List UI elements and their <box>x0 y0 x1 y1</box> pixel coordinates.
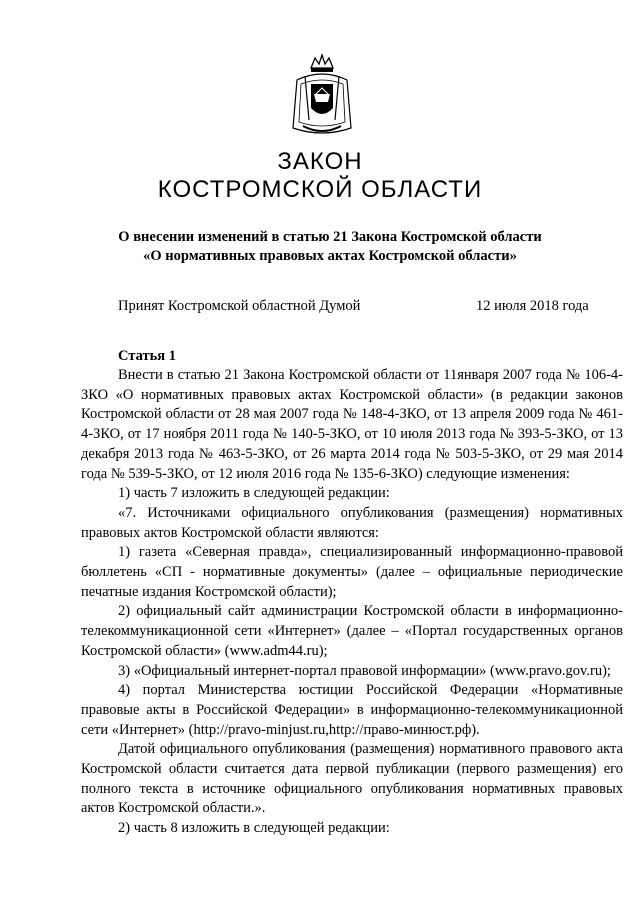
paragraph-item-3: 3) «Официальный интернет-портал правовой информации» (www.pravo.gov.ru); <box>118 662 611 679</box>
paragraph-intro: Внести в статью 21 Закона Костромской области от 11января 2007 года № 106-4-ЗКО «О нормативных правовых актах Костромской области» (в редакции законов Костромской области от 28 мая 2007 года № 148-4-ЗКО, от 13 апреля 2009 года № 461-4-ЗКО, от 17 ноября 2011 года № 140-5-ЗКО, от 10 июля 2013 года № 393-5-ЗКО, от 13 декабря 2013 года № 463-5-ЗКО, от 26 марта 2014 года № 503-5-ЗКО, от 29 мая 2014 года № 539-5-ЗКО, от 12 июля 2016 года № 135-6-ЗКО) следующие изменения: <box>81 367 623 482</box>
document-title: ЗАКОН <box>277 148 363 175</box>
adopted-by: Принят Костромской областной Думой <box>118 298 361 314</box>
article-title: Статья 1 <box>118 348 176 364</box>
subtitle-line-2: «О нормативных правовых актах Костромской области» <box>143 248 517 264</box>
document-subtitle <box>60 228 600 266</box>
subtitle-line-1: О внесении изменений в статью 21 Закона Костромской области <box>118 229 542 245</box>
paragraph-date: Датой официального опубликования (размещения) нормативного правового акта Костромской области считается дата первой публикации (первого размещения) его полного текста в источнике официального опубликования нормативных правовых актов Костромской области.». <box>81 741 623 817</box>
paragraph-sources: «7. Источниками официального опубликования (размещения) нормативных правовых актов Костромской области являются: <box>81 504 623 541</box>
adopted-date: 12 июля 2018 года <box>476 298 589 314</box>
paragraph-item-1: 1) газета «Северная правда», специализированный информационно-правовой бюллетень «СП - нормативные документы» (далее – официальные периодические печатные издания Костромской области); <box>81 544 623 600</box>
paragraph-item-2: 2) официальный сайт администрации Костромской области в информационно-телекоммуникационной сети «Интернет» (далее – «Портал государственных органов Костромской области» (www.adm44.ru); <box>81 603 623 659</box>
paragraph-item-4: 4) портал Министерства юстиции Российской Федерации «Нормативные правовые акты в Российской Федерации» в информационно-телекоммуникационной сети «Интернет» (http://pravo-minjust.ru,http://право-минюст.рф). <box>81 682 623 738</box>
article-body <box>81 366 623 839</box>
document-region: КОСТРОМСКОЙ ОБЛАСТИ <box>157 176 483 203</box>
coat-of-arms-icon <box>287 50 357 140</box>
paragraph-part8: 2) часть 8 изложить в следующей редакции: <box>118 820 390 837</box>
paragraph-part7: 1) часть 7 изложить в следующей редакции: <box>118 485 390 502</box>
